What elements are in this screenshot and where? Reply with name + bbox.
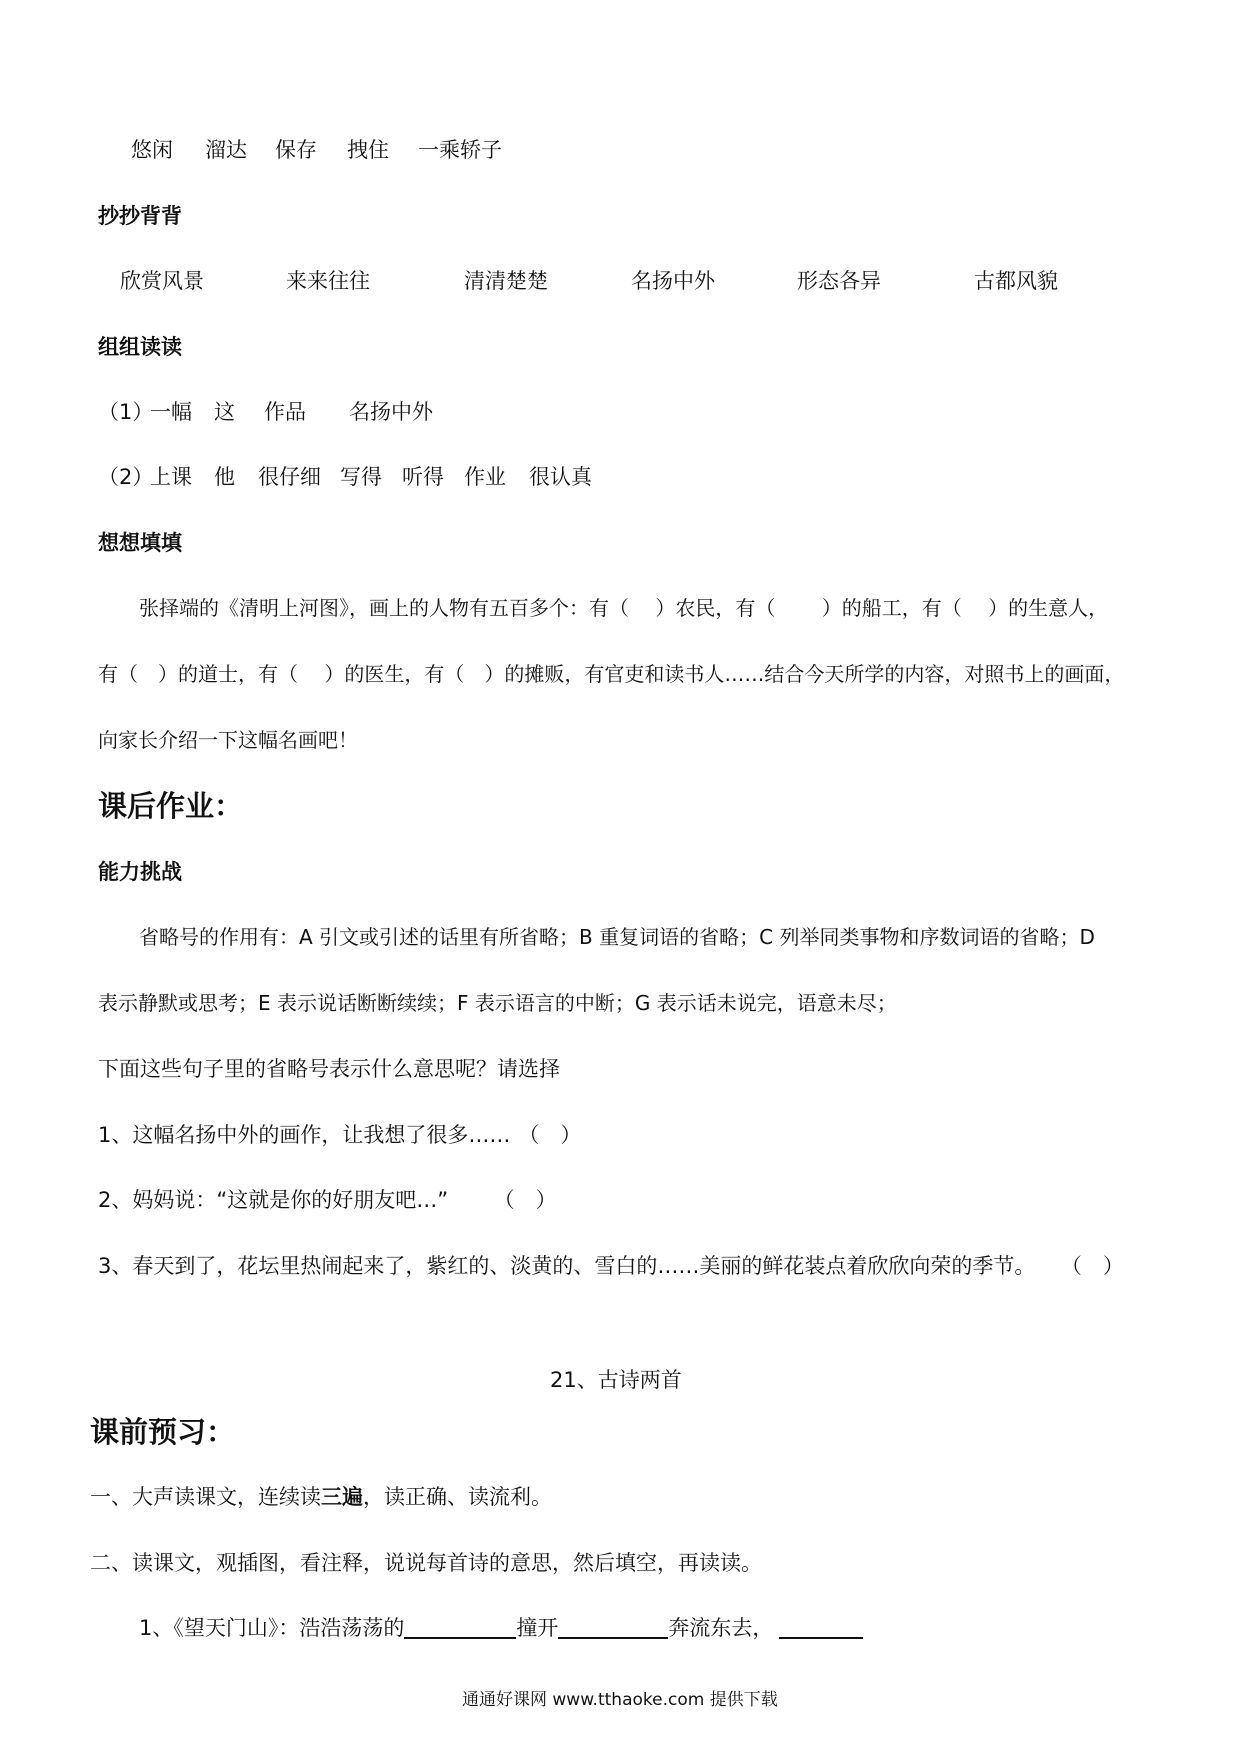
homework-title: 课后作业： bbox=[98, 789, 244, 823]
group-word: 这 bbox=[214, 400, 235, 424]
fill-paragraph-line-1: 张择端的《清明上河图》，画上的人物有五百多个：有（ ）农民，有（ ）的船工，有（ ）的生意人， bbox=[139, 596, 1109, 620]
page-footer: 通通好课网 www.tthaoke.com 提供下载 bbox=[462, 1690, 778, 1710]
group-word: 一幅 bbox=[150, 400, 192, 424]
vocab-word: 悠闲 bbox=[131, 138, 173, 162]
question-text: 2、妈妈说：“这就是你的好朋友吧…” bbox=[98, 1188, 449, 1212]
row-number: （1） bbox=[98, 400, 154, 424]
group-word: 很仔细 bbox=[258, 465, 321, 489]
copy-heading: 抄抄背背 bbox=[98, 204, 182, 228]
challenge-heading: 能力挑战 bbox=[98, 860, 182, 884]
question-item-2 bbox=[98, 1186, 557, 1214]
ellipsis-intro-line-1: 省略号的作用有：A 引文或引述的话里有所省略；B 重复词语的省略；C 列举同类事物和序数词语的省略；D bbox=[139, 925, 1095, 949]
copy-word: 形态各异 bbox=[797, 269, 881, 293]
group-word: 名扬中外 bbox=[349, 400, 433, 424]
poem-fill-text: 撞开 bbox=[516, 1616, 559, 1640]
vocab-word: 保存 bbox=[275, 138, 317, 162]
question-text: 1、这幅名扬中外的画作，让我想了很多…… bbox=[98, 1123, 511, 1147]
answer-parens[interactable]: （ ） bbox=[518, 1123, 582, 1147]
fill-paragraph-line-3: 向家长介绍一下这幅名画吧！ bbox=[98, 728, 358, 752]
vocab-word: 溜达 bbox=[205, 138, 247, 162]
copy-word: 清清楚楚 bbox=[464, 269, 548, 293]
group-read-heading: 组组读读 bbox=[98, 335, 182, 359]
group-word: 写得 bbox=[340, 465, 382, 489]
copy-word: 古都风貌 bbox=[974, 269, 1058, 293]
group-word: 很认真 bbox=[529, 465, 592, 489]
vocab-row-top bbox=[131, 136, 502, 164]
copy-words-row bbox=[120, 267, 1058, 295]
step-text: ，读正确、读流利。 bbox=[363, 1485, 552, 1509]
poem-fill-text: 奔流东去， bbox=[668, 1616, 774, 1640]
fill-blank[interactable] bbox=[404, 1615, 516, 1639]
step-emphasis: 三遍 bbox=[321, 1485, 363, 1509]
copy-word: 欣赏风景 bbox=[120, 269, 204, 293]
row-number: （2） bbox=[98, 465, 154, 489]
step-text: 一、大声读课文，连续读 bbox=[90, 1485, 321, 1509]
vocab-word: 一乘轿子 bbox=[418, 138, 502, 162]
group-word: 上课 bbox=[150, 465, 192, 489]
question-prompt: 下面这些句子里的省略号表示什么意思呢？请选择 bbox=[98, 1057, 560, 1081]
answer-parens[interactable]: （ ） bbox=[1071, 1254, 1124, 1278]
ellipsis-intro-line-2: 表示静默或思考；E 表示说话断断续续；F 表示语言的中断；G 表示话未说完，语意未尽； bbox=[98, 991, 897, 1015]
fill-blank[interactable] bbox=[779, 1615, 863, 1639]
group-read-row-1 bbox=[98, 398, 433, 426]
copy-word: 名扬中外 bbox=[631, 269, 715, 293]
group-read-row-2 bbox=[98, 463, 592, 491]
group-word: 听得 bbox=[402, 465, 444, 489]
preview-step-1 bbox=[90, 1483, 552, 1511]
vocab-word: 拽住 bbox=[347, 138, 389, 162]
poem-fill-label: 1、《望天门山》：浩浩荡荡的 bbox=[139, 1616, 405, 1640]
group-word: 作品 bbox=[264, 400, 306, 424]
question-item-3 bbox=[98, 1252, 1124, 1280]
question-text: 3、春天到了，花坛里热闹起来了，紫红的、淡黄的、雪白的……美丽的鲜花装点着欣欣向荣的季节。 bbox=[98, 1254, 1036, 1278]
poem-fill-line bbox=[139, 1614, 863, 1642]
answer-parens[interactable]: （ ） bbox=[504, 1188, 557, 1212]
fill-heading: 想想填填 bbox=[98, 531, 182, 555]
question-item-1 bbox=[98, 1121, 581, 1149]
copy-word: 来来往往 bbox=[286, 269, 370, 293]
fill-blank[interactable] bbox=[558, 1615, 668, 1639]
group-word: 他 bbox=[214, 465, 235, 489]
preview-title: 课前预习： bbox=[90, 1415, 236, 1449]
fill-paragraph-line-2: 有（ ）的道士，有（ ）的医生，有（ ）的摊贩，有官吏和读书人……结合今天所学的内容，对照书上的画面， bbox=[98, 662, 1125, 686]
lesson-title: 21、古诗两首 bbox=[550, 1368, 682, 1392]
group-word: 作业 bbox=[464, 465, 506, 489]
preview-step-2: 二、读课文，观插图，看注释，说说每首诗的意思，然后填空，再读读。 bbox=[90, 1551, 762, 1575]
